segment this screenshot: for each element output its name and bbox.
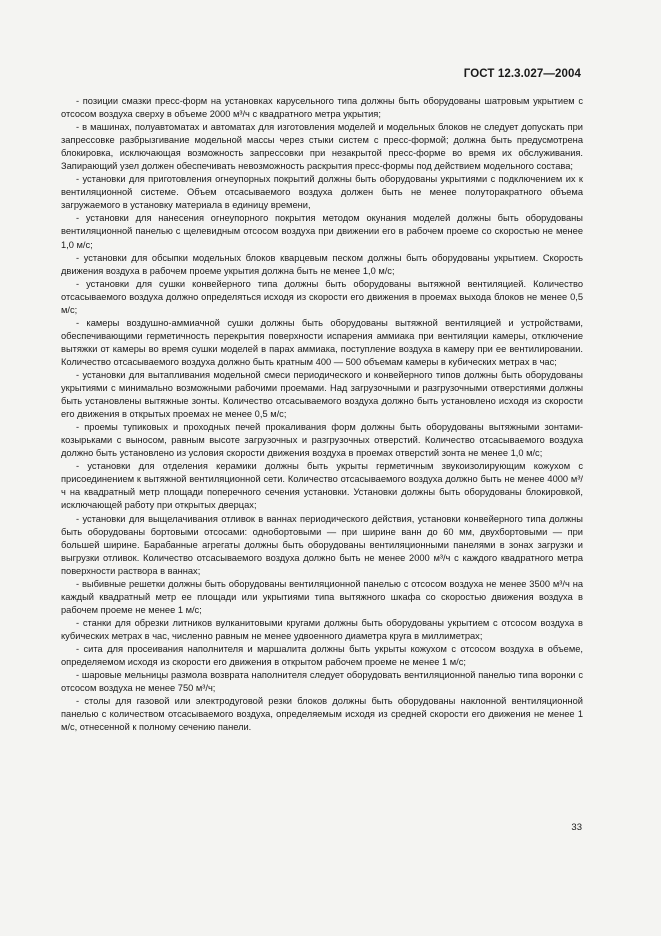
paragraph: - установки для сушки конвейерного типа должны быть оборудованы вытяжной вентиляцией. Количество отсасываемого воздуха должно определяться исходя из скорости его движения в проемах выхода блоков не менее 0,5 м/с; [61, 278, 583, 315]
paragraph: - сита для просеивания наполнителя и маршалита должны быть укрыты кожухом с отсосом воздуха в объеме, определяемом исходя из скорости его движения в открытом рабочем проеме не менее 1 м/с; [61, 643, 583, 668]
page-header-standard: ГОСТ 12.3.027—2004 [463, 68, 581, 80]
paragraph: - камеры воздушно-аммиачной сушки должны быть оборудованы вытяжной вентиляцией и устройствами, обеспечивающими герметичность перекрытия поверхности испарения аммиака при вентиляции камеры, отключение вытяжки от камеры во время сушки моделей в парах аммиака, поступление воздуха в камеру при ее вентилировании. Количество отсасываемого воздуха должно быть кратным 400 — 500 объемам камеры в кубических метрах в час; [61, 317, 583, 367]
paragraph: - в машинах, полуавтоматах и автоматах для изготовления моделей и модельных блоков не следует допускать при запрессовке разбрызгивание модельной массы через стыки систем с пресс-формой; должна быть предусмотрена блокировка, исключающая возможность запрессовки при незакрытой пресс-форме во время их обслуживания. Запирающий узел должен обеспечивать невозможность раскрытия пресс-формы под действием модельного состава; [61, 122, 583, 172]
paragraph: - установки для приготовления огнеупорных покрытий должны быть оборудованы укрытиями с подключением их к вентиляционной системе. Объем отсасываемого воздуха должен быть не менее полуторакратного объема загружаемого в установку материала в единицу времени, [61, 174, 583, 211]
paragraph: - станки для обрезки литников вулканитовыми кругами должны быть оборудованы укрытием с отсосом воздуха в кубических метрах в час, численно равным не менее удвоенного диаметра круга в миллиметрах; [61, 617, 583, 641]
paragraph: - установки для нанесения огнеупорного покрытия методом окунания моделей должны быть оборудованы вентиляционной панелью с щелевидным отсосом воздуха при движении его в рабочем проеме со скоростью не менее 1,0 м/с; [61, 213, 583, 250]
paragraph: - позиции смазки пресс-форм на установках карусельного типа должны быть оборудованы шатровым укрытием с отсосом воздуха сверху в объеме 2000 м³/ч с квадратного метра укрытия; [61, 96, 583, 120]
paragraph: - проемы тупиковых и проходных печей прокаливания форм должны быть оборудованы вытяжными зонтами-козырьками с выносом, равным высоте загрузочных и разгрузочных отверстий. Количество отсасываемого воздуха должно быть установлено из условия скорости движения воздуха в проемах отверстий зонта не менее 1,0 м/с; [61, 422, 583, 459]
paragraph: - установки для отделения керамики должны быть укрыты герметичным звукоизолирующим кожухом с присоединением к вытяжной вентиляционной сети. Количество отсасываемого воздуха должно быть не менее 4000 м³/ч на квадратный метр площади поперечного сечения установки. Установки должны быть оборудованы блокировкой, исключающей работу при открытых дверцах; [61, 461, 583, 511]
page-number: 33 [571, 822, 582, 833]
paragraph: - установки для вытапливания модельной смеси периодического и конвейерного типов должны быть оборудованы укрытиями с минимально возможными рабочими проемами. Над загрузочными и разгрузочными отверстиями должны быть установлены вытяжные зонты. Количество отсасываемого воздуха должно быть установлено исходя из скорости его движения в открытых проемах не менее 0,5 м/с; [61, 369, 583, 420]
document-body [61, 95, 583, 734]
paragraph: - столы для газовой или электродуговой резки блоков должны быть оборудованы наклонной вентиляционной панелью с количеством отсасываемого воздуха, определяемым исходя из средней скорости его движения не менее 1 м/с, отнесенной к полному сечению панели. [61, 696, 583, 733]
paragraph: - установки для выщелачивания отливок в ваннах периодического действия, установки конвейерного типа должны быть оборудованы бортовыми отсосами: однобортовыми — при ширине ванн до 60 мм, двухбортовыми — при большей ширине. Барабанные агрегаты должны быть оборудованы вентиляционными панелями в зонах загрузки и выгрузки отливок. Количество отсасываемого воздуха должно быть не менее 2000 м³/ч с каждого квадратного метра поверхности раствора в ваннах; [61, 513, 583, 576]
paragraph: - шаровые мельницы размола возврата наполнителя следует оборудовать вентиляционной панелью типа воронки с отсосом воздуха не менее 750 м³/ч; [61, 670, 583, 694]
paragraph: - установки для обсыпки модельных блоков кварцевым песком должны быть оборудованы укрытием. Скорость движения воздуха в рабочем проеме укрытия должна быть не менее 1,0 м/с; [61, 252, 583, 276]
paragraph: - выбивные решетки должны быть оборудованы вентиляционной панелью с отсосом воздуха не менее 3500 м³/ч на каждый квадратный метр ее площади или укрытиями типа вытяжного шкафа со скоростью движения воздуха в рабочем проеме не менее 1 м/с; [61, 578, 583, 615]
